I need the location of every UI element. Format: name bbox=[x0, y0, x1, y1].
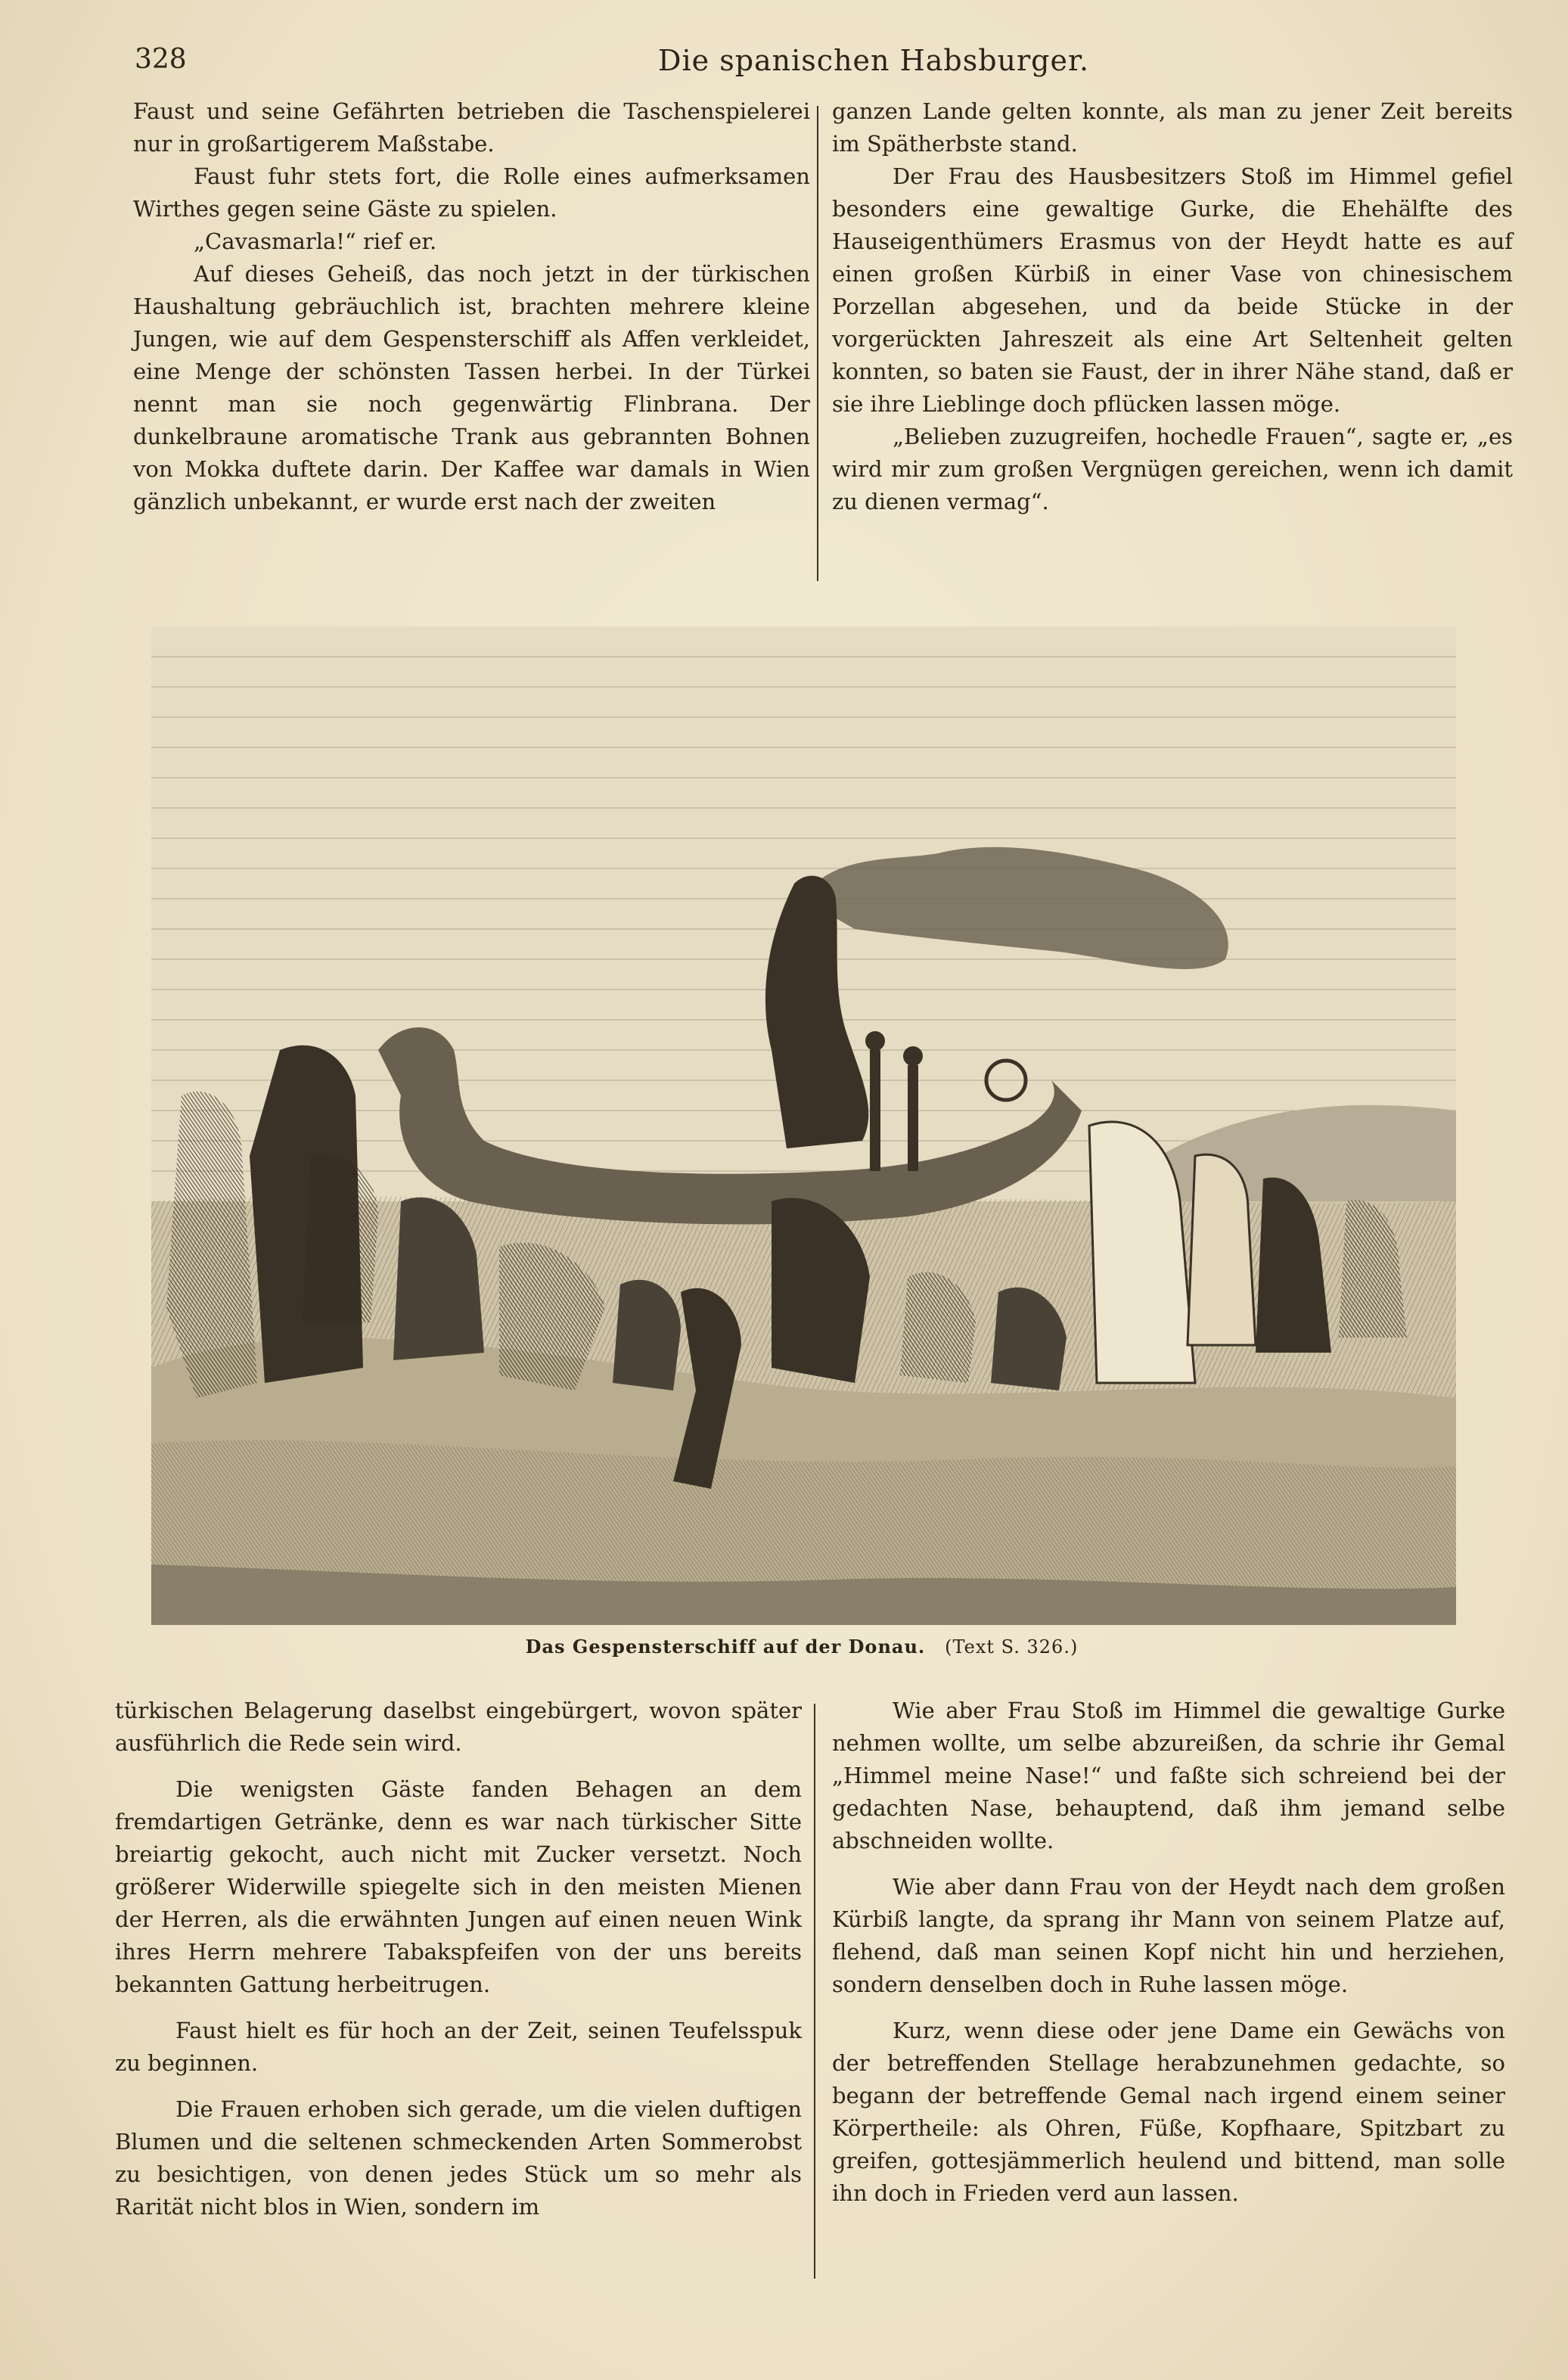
paragraph: Die Frauen erhoben sich gerade, um die vielen duftigen Blumen und die seltenen schmeckenden Arten Sommerobst zu besichtigen, von denen jedes Stück um so mehr als Rarität nicht blos in Wien, sondern im bbox=[115, 2096, 802, 2220]
running-title: Die spanischen Habsburger. bbox=[658, 44, 1090, 77]
text-column-top-right bbox=[832, 95, 1513, 518]
column-divider bbox=[817, 106, 818, 581]
paragraph: türkischen Belagerung daselbst eingebürgert, wovon später ausführlich die Rede sein wird. bbox=[115, 1698, 802, 1756]
paragraph: „Cavasmarla!“ rief er. bbox=[194, 228, 437, 254]
page-number: 328 bbox=[135, 44, 187, 75]
paragraph: Die wenigsten Gäste fanden Behagen an dem fremdartigen Getränke, denn es war nach türkischer Sitte breiartig gekocht, auch nicht mit Zucker versetzt. Noch größerer Widerwille spiegelte sich in den meisten Mienen der Herren, als die erwähnten Jungen auf einen neuen Wink ihres Herrn mehrere Tabakspfeifen von der uns bereits bekannten Gattung herbeitrugen. bbox=[115, 1776, 802, 1997]
caption-reference: (Text S. 326.) bbox=[945, 1636, 1079, 1658]
paragraph: Faust und seine Gefährten betrieben die Taschenspielerei nur in großartigerem Maßstabe. bbox=[133, 98, 810, 157]
column-divider bbox=[814, 1704, 815, 2279]
paragraph: Der Frau des Hausbesitzers Stoß im Himmel gefiel besonders eine gewaltige Gurke, die Ehehälfte des Hauseigenthümers Erasmus von der Heydt hatte es auf einen großen Kürbiß in einer Vase von chinesischem Porzellan abgesehen, und da beide Stücke in der vorgerückten Jahreszeit als eine Art Seltenheit gelten konnten, so baten sie Faust, der in ihrer Nähe stand, daß er sie ihre Lieblinge doch pflücken lassen möge. bbox=[832, 163, 1513, 417]
page-header bbox=[129, 44, 1520, 89]
text-column-bottom-right bbox=[832, 1695, 1505, 2210]
paragraph: ganzen Lande gelten konnte, als man zu jener Zeit bereits im Spätherbste stand. bbox=[832, 98, 1513, 157]
caption-title: Das Gespensterschiff auf der Donau. bbox=[525, 1636, 926, 1658]
paragraph: Wie aber dann Frau von der Heydt nach dem großen Kürbiß langte, da sprang ihr Mann von seinem Platze auf, flehend, daß man seinen Kopf nicht hin und herziehen, sondern denselben doch in Ruhe lassen möge. bbox=[832, 1874, 1505, 1997]
paragraph: Kurz, wenn diese oder jene Dame ein Gewächs von der betreffenden Stellage herabzunehmen gedachte, so begann der betreffende Gemal nach irgend einem seiner Körpertheile: als Ohren, Füße, Kopfhaare, Spitzbart zu greifen, gottesjämmerlich heulend und bittend, man solle ihn doch in Frieden verd aun lassen. bbox=[832, 2018, 1505, 2206]
paragraph: Faust fuhr stets fort, die Rolle eines aufmerksamen Wirthes gegen seine Gäste zu spielen. bbox=[133, 163, 810, 222]
text-column-bottom-left bbox=[115, 1695, 802, 2223]
paragraph: Faust hielt es für hoch an der Zeit, seinen Teufelsspuk zu beginnen. bbox=[115, 2018, 802, 2076]
paragraph: Auf dieses Geheiß, das noch jetzt in der türkischen Haushaltung gebräuchlich ist, brachten mehrere kleine Jungen, wie auf dem Gespensterschiff als Affen verkleidet, eine Menge der schönsten Tassen herbei. In der Türkei nennt man sie noch gegenwärtig Flinbrana. Der dunkelbraune aromatische Trank aus gebrannten Bohnen von Mokka duftete darin. Der Kaffee war damals in Wien gänzlich unbekannt, er wurde erst nach der zweiten bbox=[133, 261, 810, 514]
engraving-illustration bbox=[151, 626, 1456, 1625]
paragraph: „Belieben zuzugreifen, hochedle Frauen“, sagte er, „es wird mir zum großen Vergnügen gereichen, wenn ich damit zu dienen vermag“. bbox=[832, 424, 1513, 514]
text-column-top-left bbox=[133, 95, 810, 518]
paragraph: Wie aber Frau Stoß im Himmel die gewaltige Gurke nehmen wollte, um selbe abzureißen, da schrie ihr Gemal „Himmel meine Nase!“ und faßte sich schreiend bei der gedachten Nase, behauptend, daß ihm jemand selbe abschneiden wollte. bbox=[832, 1698, 1505, 1853]
illustration-caption bbox=[227, 1636, 1377, 1658]
